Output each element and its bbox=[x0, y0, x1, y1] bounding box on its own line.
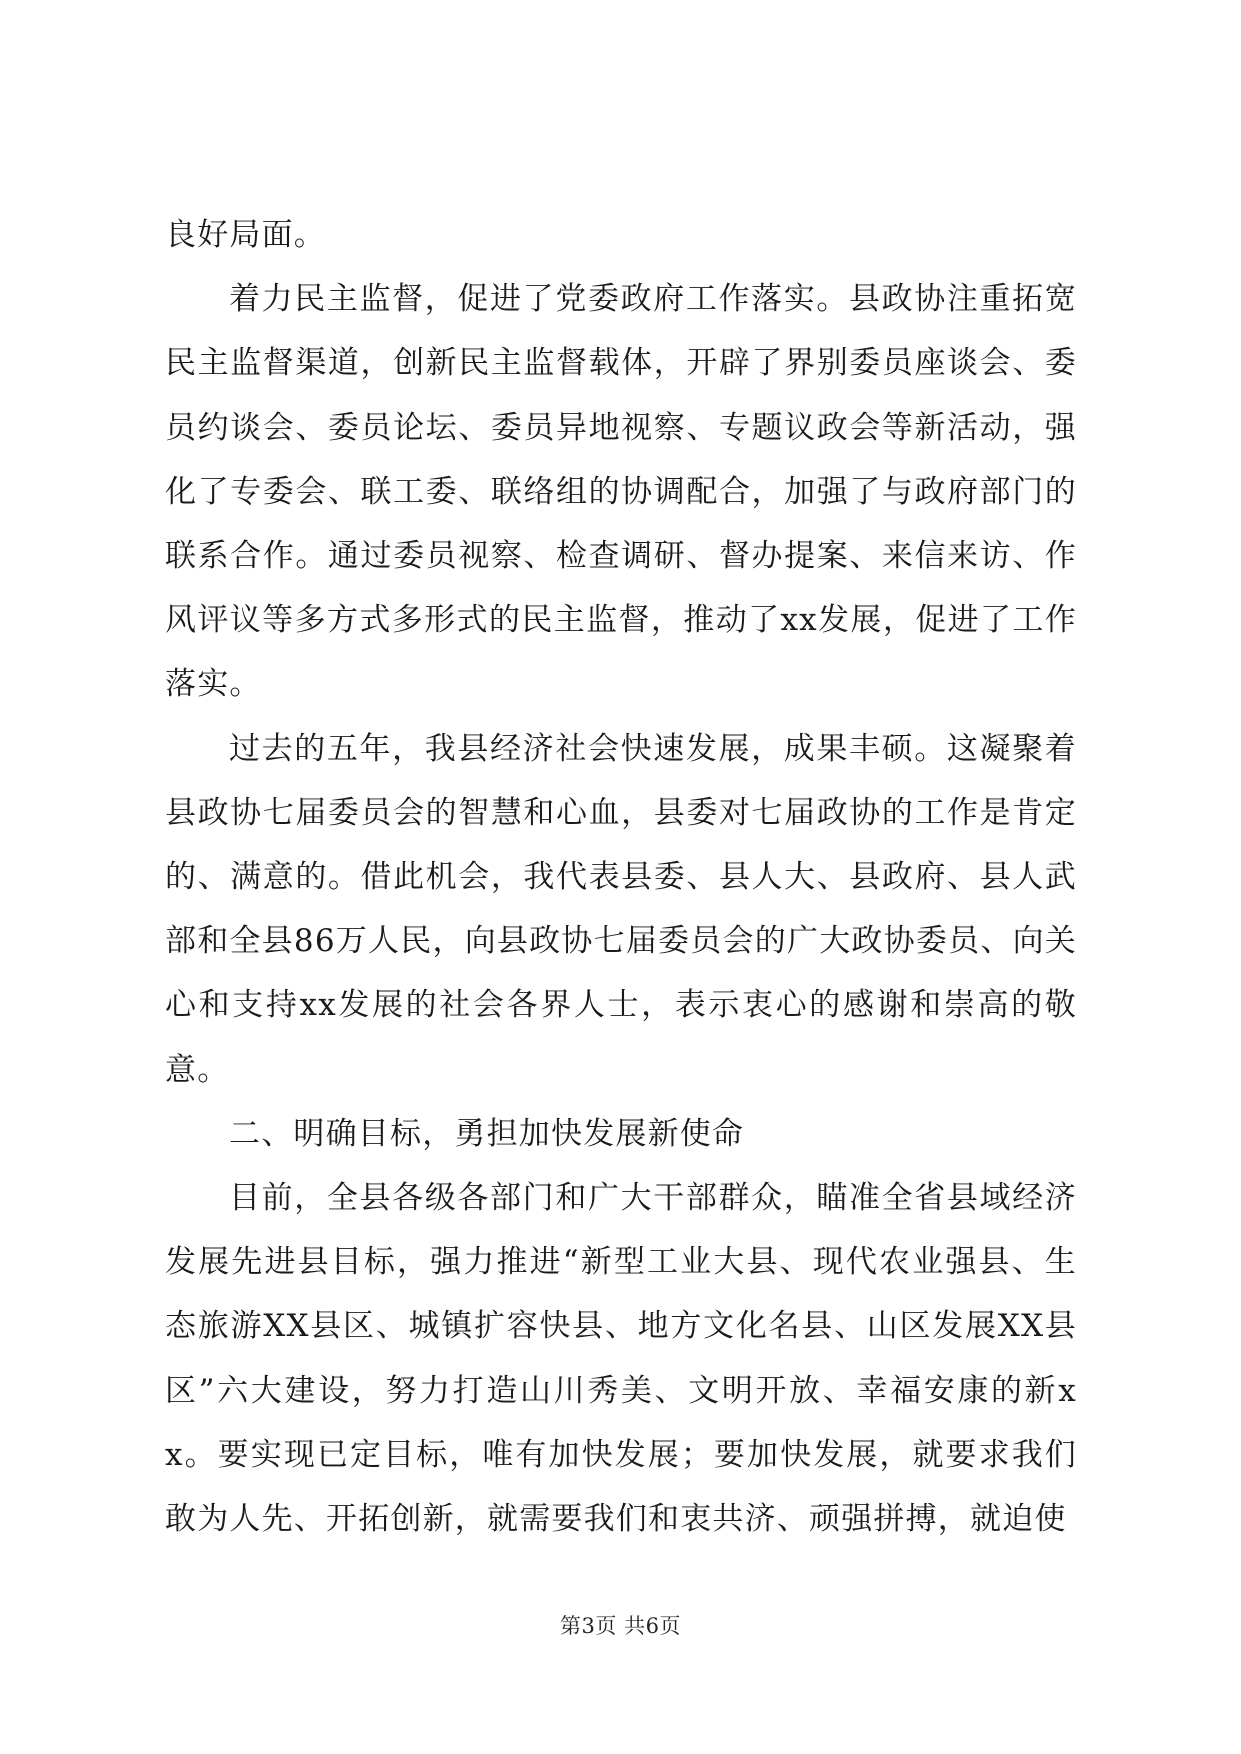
page-footer: 第3页 共6页 bbox=[560, 1614, 681, 1638]
paragraph-current-goals: 目前，全县各级各部门和广大干部群众，瞄准全省县域经济发展先进县目标，强力推进“新型工业大县、现代农业强县、生态旅游XX县区、城镇扩容快县、地方文化名县、山区发展XX县区”六大建设，努力打造山川秀美、文明开放、幸福安康的新xx。要实现已定目标，唯有加快发展；要加快发展，就要求我们敢为人先、开拓创新，就需要我们和衷共济、顽强拼搏，就迫使 bbox=[165, 1180, 1077, 1538]
paragraph-democratic-supervision: 着力民主监督，促进了党委政府工作落实。县政协注重拓宽民主监督渠道，创新民主监督载体，开辟了界别委员座谈会、委员约谈会、委员论坛、委员异地视察、专题议政会等新活动，强化了专委会、联工委、联络组的协调配合，加强了与政府部门的联系合作。通过委员视察、检查调研、督办提案、来信来访、作风评议等多方式多形式的民主监督，推动了xx发展，促进了工作落实。 bbox=[165, 281, 1077, 703]
document-body bbox=[165, 203, 1077, 1551]
section-heading: 二、明确目标，勇担加快发展新使命 bbox=[229, 1115, 745, 1152]
paragraph-past-five-years: 过去的五年，我县经济社会快速发展，成果丰硕。这凝聚着县政协七届委员会的智慧和心血，县委对七届政协的工作是肯定的、满意的。借此机会，我代表县委、县人大、县政府、县人武部和全县86万人民，向县政协七届委员会的广大政协委员、向关心和支持xx发展的社会各界人士，表示衷心的感谢和崇高的敬意。 bbox=[165, 730, 1077, 1088]
paragraph-continuation: 良好局面。 bbox=[165, 217, 326, 253]
